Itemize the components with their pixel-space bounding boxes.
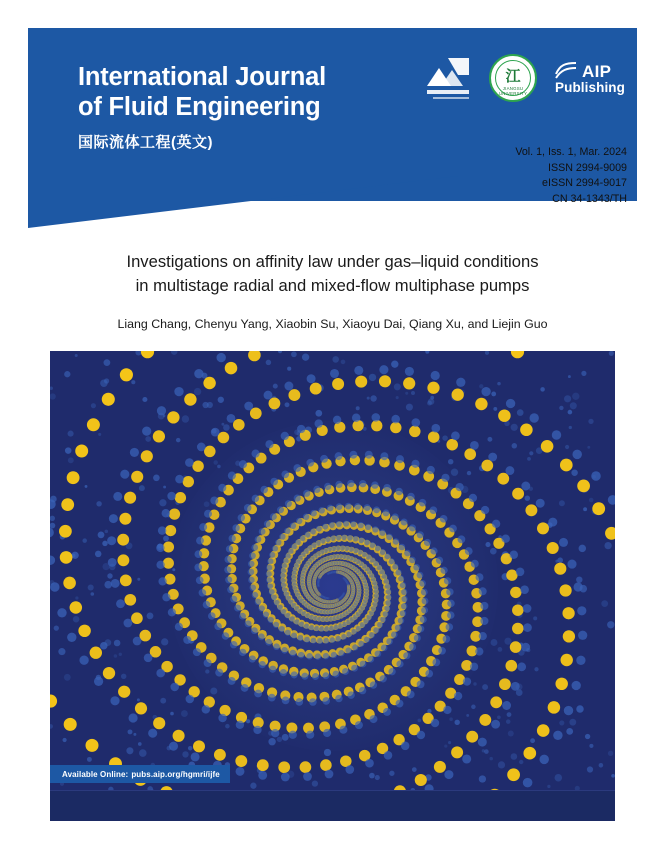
publisher-logos xyxy=(425,50,625,106)
journal-title-chinese: 国际流体工程(英文) xyxy=(78,134,213,151)
university-seal-logo-icon xyxy=(489,54,537,102)
available-online-url[interactable]: pubs.aip.org/hgmri/ijfe xyxy=(131,769,220,779)
seal-glyph: 江 xyxy=(505,69,521,85)
aip-subtitle: Publishing xyxy=(555,80,625,96)
aip-publishing-logo xyxy=(555,60,625,95)
issue-eissn: eISSN 2994-9017 xyxy=(542,177,627,190)
issue-info-block xyxy=(515,145,627,207)
issue-volume: Vol. 1, Iss. 1, Mar. 2024 xyxy=(515,146,627,158)
artwork-footer-bar xyxy=(50,790,615,821)
available-online-label: Available Online: xyxy=(62,769,129,779)
article-title-line2: in multistage radial and mixed-flow multiphase pumps xyxy=(135,276,530,295)
issue-issn: ISSN 2994-9009 xyxy=(547,161,627,174)
issue-cn: CN 34-1343/TH xyxy=(552,192,627,205)
journal-title-line1: International Journal xyxy=(78,63,326,91)
article-title-line1: Investigations on affinity law under gas–liquid conditions xyxy=(126,252,539,271)
aip-logo-row xyxy=(555,60,625,80)
journal-title-line2: of Fluid Engineering xyxy=(78,93,321,121)
available-online-bar xyxy=(50,765,230,783)
journal-title xyxy=(78,62,408,122)
cover-artwork xyxy=(50,351,615,821)
article-title xyxy=(35,250,630,298)
spiral-dot-pattern xyxy=(50,351,615,821)
aip-wave-mark-icon xyxy=(555,60,577,80)
article-authors: Liang Chang, Chenyu Yang, Xiaobin Su, Xiaoyu Dai, Qiang Xu, and Liejin Guo xyxy=(117,317,548,331)
seal-caption: JIANGSU UNIVERSITY xyxy=(498,86,528,96)
mountain-wave-logo-icon xyxy=(425,56,471,100)
aip-name: AIP xyxy=(582,61,612,81)
